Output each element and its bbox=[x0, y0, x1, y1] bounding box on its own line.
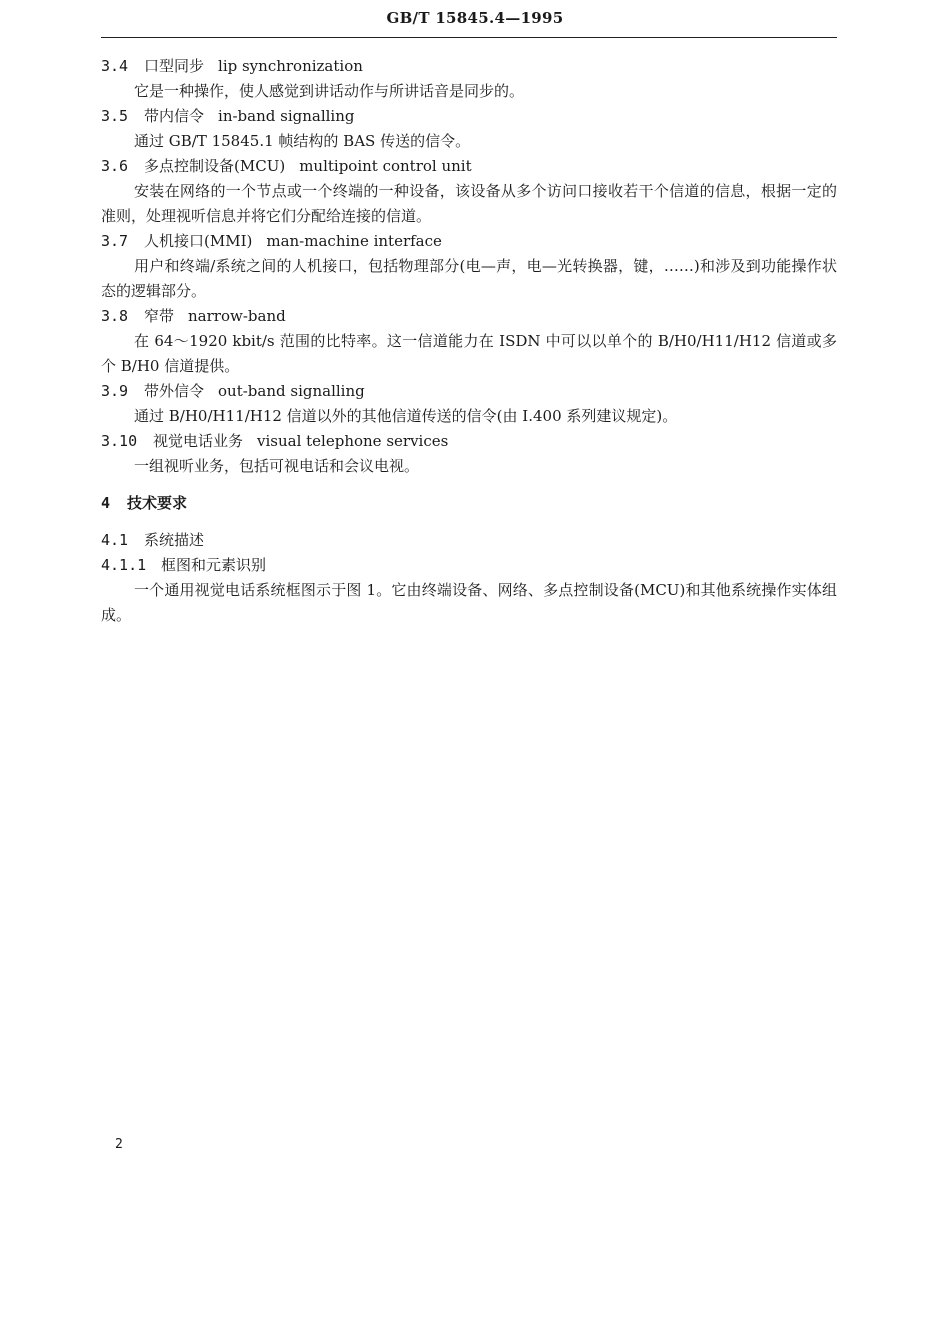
subsubsection-number: 4.1.1 bbox=[101, 556, 147, 574]
term-definition: 通过 B/H0/H11/H12 信道以外的其他信道传送的信令(由 I.400 系列建议规定)。 bbox=[134, 407, 678, 425]
term-definition: 一组视听业务，包括可视电话和会议电视。 bbox=[134, 457, 420, 475]
document-body bbox=[101, 54, 837, 628]
term-heading bbox=[101, 429, 837, 454]
term-chinese: 口型同步 bbox=[144, 57, 205, 75]
term-chinese: 视觉电话业务 bbox=[153, 432, 244, 450]
term-chinese: 窄带 bbox=[144, 307, 175, 325]
term-english: lip synchronization bbox=[218, 57, 363, 75]
section-heading bbox=[101, 491, 837, 516]
subsection-heading bbox=[101, 528, 837, 553]
term-number: 3.6 bbox=[101, 157, 129, 175]
term-chinese: 带外信令 bbox=[144, 382, 205, 400]
term-english: multipoint control unit bbox=[299, 157, 472, 175]
term-english: man-machine interface bbox=[266, 232, 442, 250]
term-heading bbox=[101, 54, 837, 79]
term-heading bbox=[101, 154, 837, 179]
term-definition: 在 64～1920 kbit/s 范围的比特率。这一信道能力在 ISDN 中可以以单个的 B/H0/H11/H12 信道或多个 B/H0 信道提供。 bbox=[101, 332, 837, 375]
term-number: 3.5 bbox=[101, 107, 129, 125]
term-heading bbox=[101, 379, 837, 404]
term-english: visual telephone services bbox=[257, 432, 449, 450]
section-number: 4 bbox=[101, 494, 111, 512]
term-chinese: 多点控制设备(MCU) bbox=[144, 157, 286, 175]
term-english: in-band signalling bbox=[218, 107, 355, 125]
term-number: 3.8 bbox=[101, 307, 129, 325]
subsubsection-title: 框图和元素识别 bbox=[161, 556, 267, 574]
header-rule bbox=[101, 37, 837, 38]
section-title: 技术要求 bbox=[127, 494, 188, 512]
section-paragraph: 一个通用视觉电话系统框图示于图 1。它由终端设备、网络、多点控制设备(MCU)和其他系统操作实体组成。 bbox=[101, 581, 837, 624]
term-chinese: 带内信令 bbox=[144, 107, 205, 125]
term-heading bbox=[101, 104, 837, 129]
page-number: 2 bbox=[115, 1137, 123, 1152]
page-header: GB/T 15845.4—1995 bbox=[386, 9, 564, 27]
term-english: out-band signalling bbox=[218, 382, 365, 400]
subsubsection-heading bbox=[101, 553, 837, 578]
term-number: 3.7 bbox=[101, 232, 129, 250]
term-definition: 用户和终端/系统之间的人机接口，包括物理部分(电—声，电—光转换器，键，……)和涉及到功能操作状态的逻辑部分。 bbox=[101, 257, 837, 300]
term-english: narrow-band bbox=[188, 307, 286, 325]
subsection-number: 4.1 bbox=[101, 531, 129, 549]
term-number: 3.9 bbox=[101, 382, 129, 400]
term-number: 3.4 bbox=[101, 57, 129, 75]
term-definition: 通过 GB/T 15845.1 帧结构的 BAS 传送的信令。 bbox=[134, 132, 471, 150]
term-number: 3.10 bbox=[101, 432, 138, 450]
subsection-title: 系统描述 bbox=[144, 531, 205, 549]
term-definition: 安装在网络的一个节点或一个终端的一种设备，该设备从多个访问口接收若干个信道的信息，根据一定的准则，处理视听信息并将它们分配给连接的信道。 bbox=[101, 182, 837, 225]
term-definition: 它是一种操作，使人感觉到讲话动作与所讲话音是同步的。 bbox=[134, 82, 525, 100]
term-heading bbox=[101, 304, 837, 329]
term-heading bbox=[101, 229, 837, 254]
term-chinese: 人机接口(MMI) bbox=[144, 232, 253, 250]
